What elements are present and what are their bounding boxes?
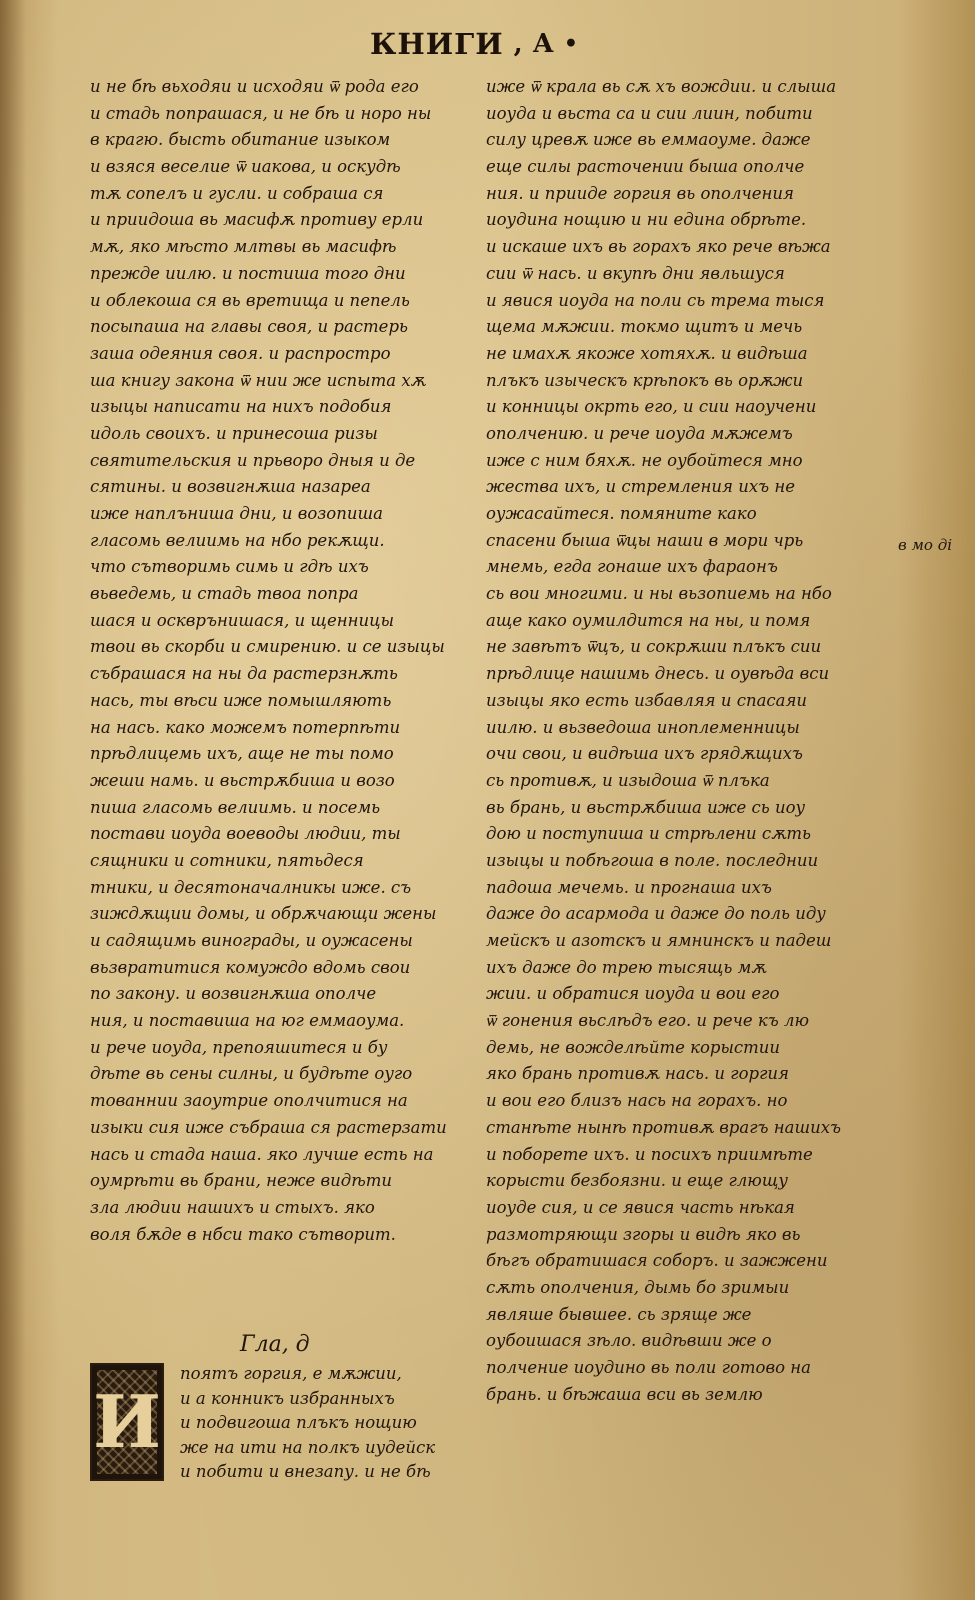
text-line: вь брань, и вьстрѫбиша иже сь иоу <box>486 797 806 817</box>
text-line: тованнии заоутрие ополчитися на <box>90 1091 408 1111</box>
text-line: тники, и десятоначалникы иже. съ <box>90 877 412 897</box>
text-line: и облекоша ся вь вретища и пепель <box>90 290 410 310</box>
text-line: нась, ты вѣси иже помышляють <box>90 690 392 710</box>
text-line: вьведемь, и стадь твоа попра <box>90 584 359 604</box>
text-line: плъкъ изыческъ крѣпокъ вь орѫжи <box>486 370 804 390</box>
running-header <box>370 22 610 66</box>
text-line: гласомь велиимь на нбо рекѫщи. <box>90 530 385 550</box>
text-line: иоуде сия, и се явися часть нѣкая <box>486 1197 795 1217</box>
text-line: святительския и прьворо дныя и де <box>90 450 416 470</box>
text-line: очи свои, и видѣша ихъ грядѫщихъ <box>486 744 803 764</box>
text-line: аще како оумилдится на ны, и помя <box>486 610 811 630</box>
text-line: пиша гласомь велиимь. и посемь <box>90 797 381 817</box>
text-line: ополчению. и рече иоуда мѫжемъ <box>486 423 793 443</box>
text-line: жии. и обратися иоуда и вои его <box>486 984 780 1004</box>
text-line: сии ѿ нась. и вкупѣ дни явльшуся <box>486 263 785 283</box>
text-line: и рече иоуда, препояшитеся и бу <box>90 1037 388 1057</box>
text-line: ѿ гонения вьслѣдъ его. и рече къ лю <box>486 1011 810 1031</box>
text-line: прѣдлицемь ихъ, аще не ты помо <box>90 744 394 764</box>
text-line: являше бывшее. сь зряще же <box>486 1304 752 1324</box>
text-line: на нась. како можемъ потерпѣти <box>90 717 401 737</box>
text-line: щема мѫжии. токмо щитъ и мечь <box>486 317 803 337</box>
text-line: събрашася на ны да растерзнѫть <box>90 664 398 684</box>
text-line: иоудина нощию и ни едина обрѣте. <box>486 210 807 230</box>
text-line: что сътворимь симь и гдѣ ихъ <box>90 557 369 577</box>
text-line: не завѣтъ ѿцъ, и сокрѫши плъкъ сии <box>486 637 822 657</box>
text-line: дѣте вь сены силны, и будѣте оуго <box>90 1064 413 1084</box>
text-line: силу цревѫ иже вь еммаоуме. даже <box>486 130 811 150</box>
text-line: твои вь скорби и смирению. и се изыцы <box>90 637 445 657</box>
text-line: постави иоуда воеводы людии, ты <box>90 824 401 844</box>
text-line: дою и поступиша и стрѣлени сѫть <box>486 824 811 844</box>
text-line: и приидоша вь масифѫ противу ерли <box>90 210 424 230</box>
text-line: ша книгу закона ѿ нии же испыта хѫ <box>90 370 426 390</box>
text-line: сящники и сотники, пятьдеся <box>90 850 364 870</box>
text-line: иже с ним бяхѫ. не оубойтеся мно <box>486 450 803 470</box>
left-column <box>90 74 470 1248</box>
text-line: яко брань противѫ нась. и горгия <box>486 1064 789 1084</box>
text-line: сь противѫ, и изыдоша ѿ плъка <box>486 770 770 790</box>
text-line: иже наплъниша дни, и возопиша <box>90 504 383 523</box>
text-line: прѣдлице нашимь днесь. и оувѣда вси <box>486 664 830 684</box>
text-line: нась и стада наша. яко лучше есть на <box>90 1144 434 1164</box>
text-line: иилю. и вьзведоша иноплеменницы <box>486 717 800 737</box>
text-line: и не бѣ вьходяи и исходяи ѿ рода его <box>90 77 419 96</box>
text-line: иоуда и вьста са и сии лиин, побити <box>486 103 813 123</box>
text-line: сятины. и возвигнѫша назареа <box>90 477 371 497</box>
text-line: спасени быша ѿцы наши в мори чрь <box>486 530 804 550</box>
text-line: поятъ горгия, е мѫжии, <box>180 1364 402 1383</box>
margin-note: в мо ді <box>898 536 953 554</box>
text-line: станѣте нынѣ противѫ врагъ нашихъ <box>486 1117 842 1137</box>
text-line: посыпаша на главы своя, и растерь <box>90 317 408 337</box>
chapter-title: Гла, д <box>240 1332 310 1357</box>
text-line: ния, и поставиша на юг еммаоума. <box>90 1011 405 1031</box>
page-edge-shadow <box>0 0 26 1600</box>
text-line: даже до асармода и даже до поль иду <box>486 904 826 924</box>
text-line: не имахѫ якоже хотяхѫ. и видѣша <box>486 343 808 363</box>
text-line: бѣгъ обратишася соборъ. и зажжени <box>486 1251 828 1271</box>
text-line: размотряющи згоры и видѣ яко вь <box>486 1224 801 1244</box>
text-line: брань. и бѣжаша вси вь землю <box>486 1384 763 1404</box>
text-line: прежде иилю. и постиша того дни <box>90 263 406 283</box>
text-line: ихъ даже до трею тысящь мѫ <box>486 957 767 977</box>
text-line: изыки сия иже събраша ся растерзати <box>90 1117 447 1137</box>
text-line: и искаше ихъ вь горахъ яко рече вѣжа <box>486 237 831 257</box>
text-line: и поборете ихъ. и посихъ приимѣте <box>486 1144 813 1164</box>
text-line: и побити и внезапу. и не бѣ <box>180 1462 431 1481</box>
text-line: и стадь попрашася, и не бѣ и норо ны <box>90 103 432 123</box>
text-line: же на ити на полкъ иудейск <box>180 1437 436 1457</box>
text-line: корысти безбоязни. и еще глющу <box>486 1171 788 1191</box>
decorated-initial <box>90 1363 164 1481</box>
header-title: КНИГИ <box>370 27 504 61</box>
header-dot: • <box>563 31 578 57</box>
text-line: оубоишася зѣло. видѣвши же о <box>486 1331 772 1351</box>
text-line: изыцы яко есть избавляя и спасаяи <box>486 690 808 710</box>
text-line: изыцы и побѣгоша в поле. последнии <box>486 850 819 870</box>
text-line: и садящимь винограды, и оужасены <box>90 931 413 950</box>
text-line: и подвигоша плъкъ нощию <box>180 1413 417 1432</box>
text-line: идоль своихъ. и принесоша ризы <box>90 423 378 443</box>
text-line: в крагю. бысть обитание изыком <box>90 130 391 150</box>
text-line: шася и оскврънишася, и щенницы <box>90 610 395 630</box>
text-line: сѫть ополчения, дымь бо зримыи <box>486 1277 790 1297</box>
text-line: и явися иоуда на поли сь трема тыся <box>486 290 825 310</box>
text-line: по закону. и возвигнѫша ополче <box>90 984 377 1004</box>
text-line: тѫ сопелъ и гусли. и собраша ся <box>90 183 384 203</box>
text-line: зиждѫщии домы, и обрѫчающи жены <box>90 904 437 924</box>
text-line: и взяся веселие ѿ иакова, и оскудѣ <box>90 157 401 177</box>
text-line: полчение иоудино вь поли готово на <box>486 1358 811 1377</box>
text-line: оумрѣти вь брани, неже видѣти <box>90 1171 393 1191</box>
text-line: жеши намь. и вьстрѫбиша и возо <box>90 770 395 790</box>
header-separator: , <box>513 29 523 59</box>
text-line: демь, не вожделѣйте корыстии <box>486 1037 781 1057</box>
text-line: падоша мечемь. и прогнаша ихъ <box>486 877 772 897</box>
text-line: ния. и прииде горгия вь ополчения <box>486 183 794 203</box>
text-line: мнемь, егда гонаше ихъ фараонъ <box>486 557 778 577</box>
chapter-opening <box>180 1362 470 1485</box>
page-number: А <box>532 29 554 59</box>
text-line: оужасайтеся. помяните како <box>486 504 757 523</box>
text-line: жества ихъ, и стремления ихъ не <box>486 477 796 497</box>
text-line: сь вои многими. и ны вьзопиемь на нбо <box>486 584 832 604</box>
text-line: мейскъ и азотскъ и ямнинскъ и падеш <box>486 931 832 950</box>
text-line: изыцы написати на нихъ подобия <box>90 397 392 417</box>
initial-letter: И <box>92 1379 162 1464</box>
text-line: воля бѫде в нбси тако сътворит. <box>90 1224 396 1244</box>
text-line: и а конникъ избранныхъ <box>180 1388 395 1408</box>
text-line: еще силы расточении быша ополче <box>486 157 805 177</box>
right-column <box>486 74 866 1408</box>
text-line: и вои его близъ нась на горахъ. но <box>486 1091 788 1111</box>
text-line: мѫ, яко мѣсто млтвы вь масифѣ <box>90 237 397 257</box>
text-line: вьзвратитися комуждо вдомь свои <box>90 957 411 977</box>
text-line: иже ѿ крала вь сѫ хъ вождии. и слыша <box>486 77 837 96</box>
text-line: заша одеяния своя. и распростро <box>90 343 391 363</box>
text-line: и конницы окрть его, и сии наоучени <box>486 397 817 417</box>
text-line: зла людии нашихъ и стыхъ. яко <box>90 1197 375 1217</box>
